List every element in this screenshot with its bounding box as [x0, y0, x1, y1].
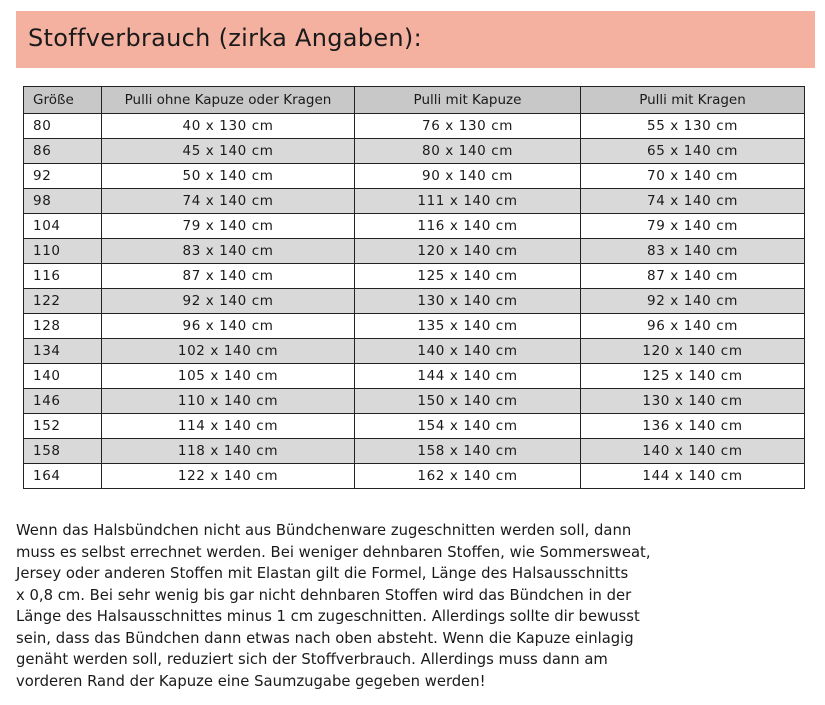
cell-pulli-hood: 76 x 130 cm	[355, 114, 581, 139]
cell-size: 164	[24, 464, 102, 489]
cell-size: 98	[24, 189, 102, 214]
cell-pulli-plain: 122 x 140 cm	[102, 464, 355, 489]
table-row	[24, 164, 805, 189]
cell-pulli-hood: 135 x 140 cm	[355, 314, 581, 339]
cell-size: 86	[24, 139, 102, 164]
header-pulli-collar: Pulli mit Kragen	[581, 87, 805, 114]
title-banner	[16, 11, 815, 68]
cell-pulli-collar: 96 x 140 cm	[581, 314, 805, 339]
cell-size: 140	[24, 364, 102, 389]
note-line: vorderen Rand der Kapuze eine Saumzugabe gegeben werden!	[16, 672, 486, 690]
table-body	[24, 114, 805, 489]
cell-pulli-hood: 140 x 140 cm	[355, 339, 581, 364]
cell-pulli-plain: 83 x 140 cm	[102, 239, 355, 264]
cell-pulli-plain: 114 x 140 cm	[102, 414, 355, 439]
cell-size: 152	[24, 414, 102, 439]
cell-pulli-collar: 144 x 140 cm	[581, 464, 805, 489]
cell-size: 92	[24, 164, 102, 189]
note-line: Jersey oder anderen Stoffen mit Elastan gilt die Formel, Länge des Halsausschnitts	[16, 565, 629, 582]
cell-pulli-hood: 144 x 140 cm	[355, 364, 581, 389]
cell-pulli-hood: 90 x 140 cm	[355, 164, 581, 189]
cell-pulli-plain: 74 x 140 cm	[102, 189, 355, 214]
cell-size: 146	[24, 389, 102, 414]
cell-pulli-collar: 140 x 140 cm	[581, 439, 805, 464]
table-row	[24, 214, 805, 239]
table-row	[24, 114, 805, 139]
cell-pulli-collar: 55 x 130 cm	[581, 114, 805, 139]
cell-size: 128	[24, 314, 102, 339]
cell-pulli-plain: 92 x 140 cm	[102, 289, 355, 314]
table-row	[24, 414, 805, 439]
cell-pulli-collar: 92 x 140 cm	[581, 289, 805, 314]
table-row	[24, 314, 805, 339]
cell-pulli-hood: 154 x 140 cm	[355, 414, 581, 439]
note-line: Länge des Halsausschnittes minus 1 cm zugeschnitten. Allerdings sollte dir bewusst	[16, 608, 640, 625]
header-pulli-plain: Pulli ohne Kapuze oder Kragen	[102, 87, 355, 114]
table-header-row	[24, 87, 805, 114]
header-size: Größe	[24, 87, 102, 114]
table-row	[24, 464, 805, 489]
table-row	[24, 439, 805, 464]
cell-pulli-plain: 45 x 140 cm	[102, 139, 355, 164]
header-pulli-hood: Pulli mit Kapuze	[355, 87, 581, 114]
cell-pulli-hood: 80 x 140 cm	[355, 139, 581, 164]
table-row	[24, 289, 805, 314]
table-row	[24, 339, 805, 364]
cell-pulli-plain: 110 x 140 cm	[102, 389, 355, 414]
cell-pulli-collar: 136 x 140 cm	[581, 414, 805, 439]
cell-pulli-hood: 120 x 140 cm	[355, 239, 581, 264]
cell-pulli-collar: 87 x 140 cm	[581, 264, 805, 289]
cell-size: 80	[24, 114, 102, 139]
cell-pulli-hood: 130 x 140 cm	[355, 289, 581, 314]
note-line: Wenn das Halsbündchen nicht aus Bündchenware zugeschnitten werden soll, dann	[16, 522, 632, 539]
cell-size: 116	[24, 264, 102, 289]
page-title: Stoffverbrauch (zirka Angaben):	[28, 24, 422, 52]
note-line: x 0,8 cm. Bei sehr wenig bis gar nicht dehnbaren Stoffen wird das Bündchen in der	[16, 586, 632, 604]
table-row	[24, 389, 805, 414]
cell-pulli-collar: 83 x 140 cm	[581, 239, 805, 264]
cell-pulli-collar: 130 x 140 cm	[581, 389, 805, 414]
note-line: genäht werden soll, reduziert sich der Stoffverbrauch. Allerdings muss dann am	[16, 651, 608, 668]
cell-pulli-plain: 105 x 140 cm	[102, 364, 355, 389]
cell-pulli-hood: 116 x 140 cm	[355, 214, 581, 239]
cell-pulli-hood: 125 x 140 cm	[355, 264, 581, 289]
cell-pulli-plain: 40 x 130 cm	[102, 114, 355, 139]
cell-pulli-hood: 111 x 140 cm	[355, 189, 581, 214]
cell-size: 104	[24, 214, 102, 239]
fabric-consumption-table	[23, 86, 805, 489]
cell-pulli-collar: 79 x 140 cm	[581, 214, 805, 239]
cell-pulli-plain: 96 x 140 cm	[102, 314, 355, 339]
cell-pulli-plain: 118 x 140 cm	[102, 439, 355, 464]
table-row	[24, 189, 805, 214]
note-line: muss es selbst errechnet werden. Bei weniger dehnbaren Stoffen, wie Sommersweat,	[16, 543, 651, 561]
cell-size: 122	[24, 289, 102, 314]
table-row	[24, 264, 805, 289]
cell-size: 110	[24, 239, 102, 264]
cell-pulli-plain: 87 x 140 cm	[102, 264, 355, 289]
cell-pulli-collar: 120 x 140 cm	[581, 339, 805, 364]
note-paragraph	[16, 520, 816, 692]
cell-pulli-collar: 125 x 140 cm	[581, 364, 805, 389]
cell-pulli-collar: 74 x 140 cm	[581, 189, 805, 214]
cell-size: 134	[24, 339, 102, 364]
cell-pulli-plain: 50 x 140 cm	[102, 164, 355, 189]
cell-size: 158	[24, 439, 102, 464]
table-row	[24, 239, 805, 264]
cell-pulli-collar: 70 x 140 cm	[581, 164, 805, 189]
cell-pulli-collar: 65 x 140 cm	[581, 139, 805, 164]
table-row	[24, 364, 805, 389]
cell-pulli-plain: 79 x 140 cm	[102, 214, 355, 239]
note-line: sein, dass das Bündchen dann etwas nach oben absteht. Wenn die Kapuze einlagig	[16, 629, 634, 647]
cell-pulli-hood: 162 x 140 cm	[355, 464, 581, 489]
cell-pulli-hood: 158 x 140 cm	[355, 439, 581, 464]
cell-pulli-plain: 102 x 140 cm	[102, 339, 355, 364]
cell-pulli-hood: 150 x 140 cm	[355, 389, 581, 414]
table-row	[24, 139, 805, 164]
